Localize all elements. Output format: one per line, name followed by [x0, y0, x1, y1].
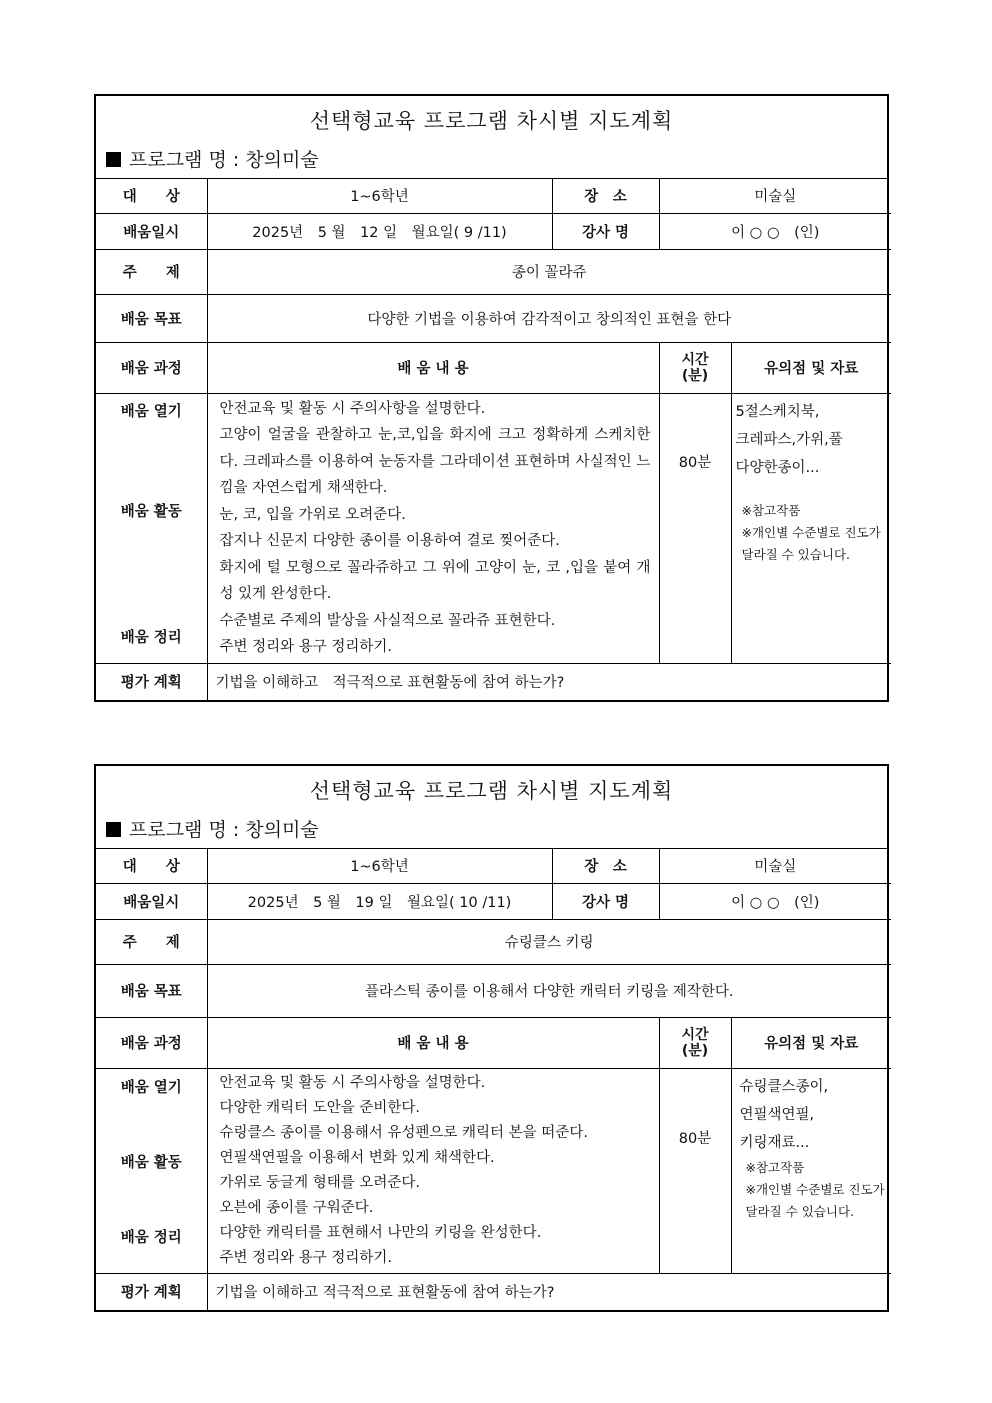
eval-value: 기법을 이해하고 적극적으로 표현활동에 참여 하는가? [207, 1273, 891, 1310]
stage-open: 배움 열기 [120, 1079, 182, 1096]
eval-label: 평가 계획 [96, 1273, 207, 1310]
topic-value: 종이 꼴라쥬 [207, 249, 891, 294]
notes-header: 유의점 및 자료 [731, 1017, 891, 1068]
material-item: 크레파스,가위,풀 [735, 431, 843, 448]
content-line: 수준별로 주제의 발상을 사실적으로 꼴라쥬 표현한다. [219, 612, 556, 629]
content-line: 잡지나 신문지 다양한 종이를 이용하여 결로 찢어준다. [219, 533, 560, 549]
instructor-value: 이 ○ ○ (인) [659, 213, 891, 249]
plan-table [96, 179, 891, 700]
note-item: ※개인별 수준별로 진도가 달라질 수 있습니다. [741, 524, 881, 562]
note-item: ※참고작품 [741, 502, 801, 518]
program-name [106, 815, 319, 842]
program-name [106, 145, 319, 172]
content-line: 안전교육 및 활동 시 주의사항을 설명한다. [219, 400, 486, 417]
stage-activity: 배움 활동 [120, 1154, 182, 1171]
place-label: 장 소 [552, 179, 659, 213]
content-line: 화지에 털 모형으로 꼴라쥬하고 그 위에 고양이 눈, 코 ,입을 붙여 개성 있게 완성한다. [219, 559, 651, 602]
eval-label: 평가 계획 [96, 663, 207, 700]
material-item: 키링재료... [739, 1134, 810, 1151]
date-label: 배움일시 [96, 213, 207, 249]
stage-open: 배움 열기 [120, 403, 182, 420]
content-line: 주변 정리와 용구 정리하기. [219, 639, 393, 655]
content-cell [207, 1068, 659, 1273]
note-item: ※참고작품 [745, 1159, 805, 1175]
goal-label: 배움 목표 [96, 294, 207, 342]
date-value: 2025년 5 월 19 일 월요일( 10 /11) [207, 883, 552, 919]
content-line: 연필색연필을 이용해서 변화 있게 채색한다. [219, 1149, 495, 1166]
notes-header: 유의점 및 자료 [731, 342, 891, 393]
note-item: ※개인별 수준별로 진도가 달라질 수 있습니다. [745, 1181, 885, 1219]
date-label: 배움일시 [96, 883, 207, 919]
time-header: 시간 (분) [659, 1017, 731, 1068]
process-label: 배움 과정 [96, 1017, 207, 1068]
instructor-label: 강사 명 [552, 883, 659, 919]
content-header: 배 움 내 용 [207, 342, 659, 393]
material-item: 다양한종이... [735, 459, 820, 476]
target-value: 1~6학년 [207, 849, 552, 883]
notes-cell [731, 1068, 891, 1273]
lesson-plan-2 [94, 764, 889, 1312]
content-line: 고양이 얼굴을 관찰하고 눈,코,입을 화지에 크고 정확하게 스케치한다. 크레파스를 이용하여 눈동자를 그라데이션 표현하며 사실적인 느낌을 자연스럽게 채색한다. [219, 427, 651, 496]
content-line: 슈링클스 종이를 이용해서 유성펜으로 캐릭터 본을 떠준다. [219, 1124, 588, 1141]
time-value: 80분 [659, 393, 731, 663]
stage-close: 배움 정리 [120, 629, 182, 646]
square-bullet-icon [106, 152, 121, 167]
content-line: 눈, 코, 입을 가위로 오려준다. [219, 506, 406, 523]
target-label: 대 상 [96, 849, 207, 883]
content-line: 안전교육 및 활동 시 주의사항을 설명한다. [219, 1074, 486, 1091]
stage-close: 배움 정리 [120, 1229, 182, 1246]
program-name-text: 프로그램 명 : 창의미술 [129, 819, 319, 841]
goal-label: 배움 목표 [96, 964, 207, 1017]
date-value: 2025년 5 월 12 일 월요일( 9 /11) [207, 213, 552, 249]
material-item: 슈링클스종이, [739, 1078, 829, 1095]
goal-value: 플라스틱 종이를 이용해서 다양한 캐릭터 키링을 제작한다. [207, 964, 891, 1017]
square-bullet-icon [106, 822, 121, 837]
program-name-text: 프로그램 명 : 창의미술 [129, 149, 319, 171]
place-value: 미술실 [659, 849, 891, 883]
lesson-plan-1 [94, 94, 889, 702]
content-line: 가위로 둥글게 형태를 오려준다. [219, 1174, 421, 1191]
time-header: 시간 (분) [659, 342, 731, 393]
plan-title: 선택형교육 프로그램 차시별 지도계획 [309, 109, 674, 133]
notes-cell [731, 393, 891, 663]
place-value: 미술실 [659, 179, 891, 213]
topic-label: 주 제 [96, 249, 207, 294]
content-line: 다양한 캐릭터 도안을 준비한다. [219, 1099, 421, 1116]
content-header: 배 움 내 용 [207, 1017, 659, 1068]
plan-title: 선택형교육 프로그램 차시별 지도계획 [309, 779, 674, 803]
stage-column [96, 393, 207, 663]
plan-table [96, 849, 891, 1310]
material-item: 5절스케치북, [735, 403, 820, 420]
target-value: 1~6학년 [207, 179, 552, 213]
stage-activity: 배움 활동 [120, 503, 182, 520]
place-label: 장 소 [552, 849, 659, 883]
plan-header [96, 96, 887, 179]
target-label: 대 상 [96, 179, 207, 213]
stage-column [96, 1068, 207, 1273]
eval-value: 기법을 이해하고 적극적으로 표현활동에 참여 하는가? [207, 663, 891, 700]
topic-label: 주 제 [96, 919, 207, 964]
content-line: 오븐에 종이를 구워준다. [219, 1199, 374, 1216]
material-item: 연필색연필, [739, 1106, 815, 1123]
content-line: 주변 정리와 용구 정리하기. [219, 1249, 393, 1266]
time-value: 80분 [659, 1068, 731, 1273]
process-label: 배움 과정 [96, 342, 207, 393]
instructor-value: 이 ○ ○ (인) [659, 883, 891, 919]
instructor-label: 강사 명 [552, 213, 659, 249]
content-line: 다양한 캐릭터를 표현해서 나만의 키링을 완성한다. [219, 1224, 542, 1241]
goal-value: 다양한 기법을 이용하여 감각적이고 창의적인 표현을 한다 [207, 294, 891, 342]
content-cell [207, 393, 659, 663]
topic-value: 슈링클스 키링 [207, 919, 891, 964]
plan-header [96, 766, 887, 849]
